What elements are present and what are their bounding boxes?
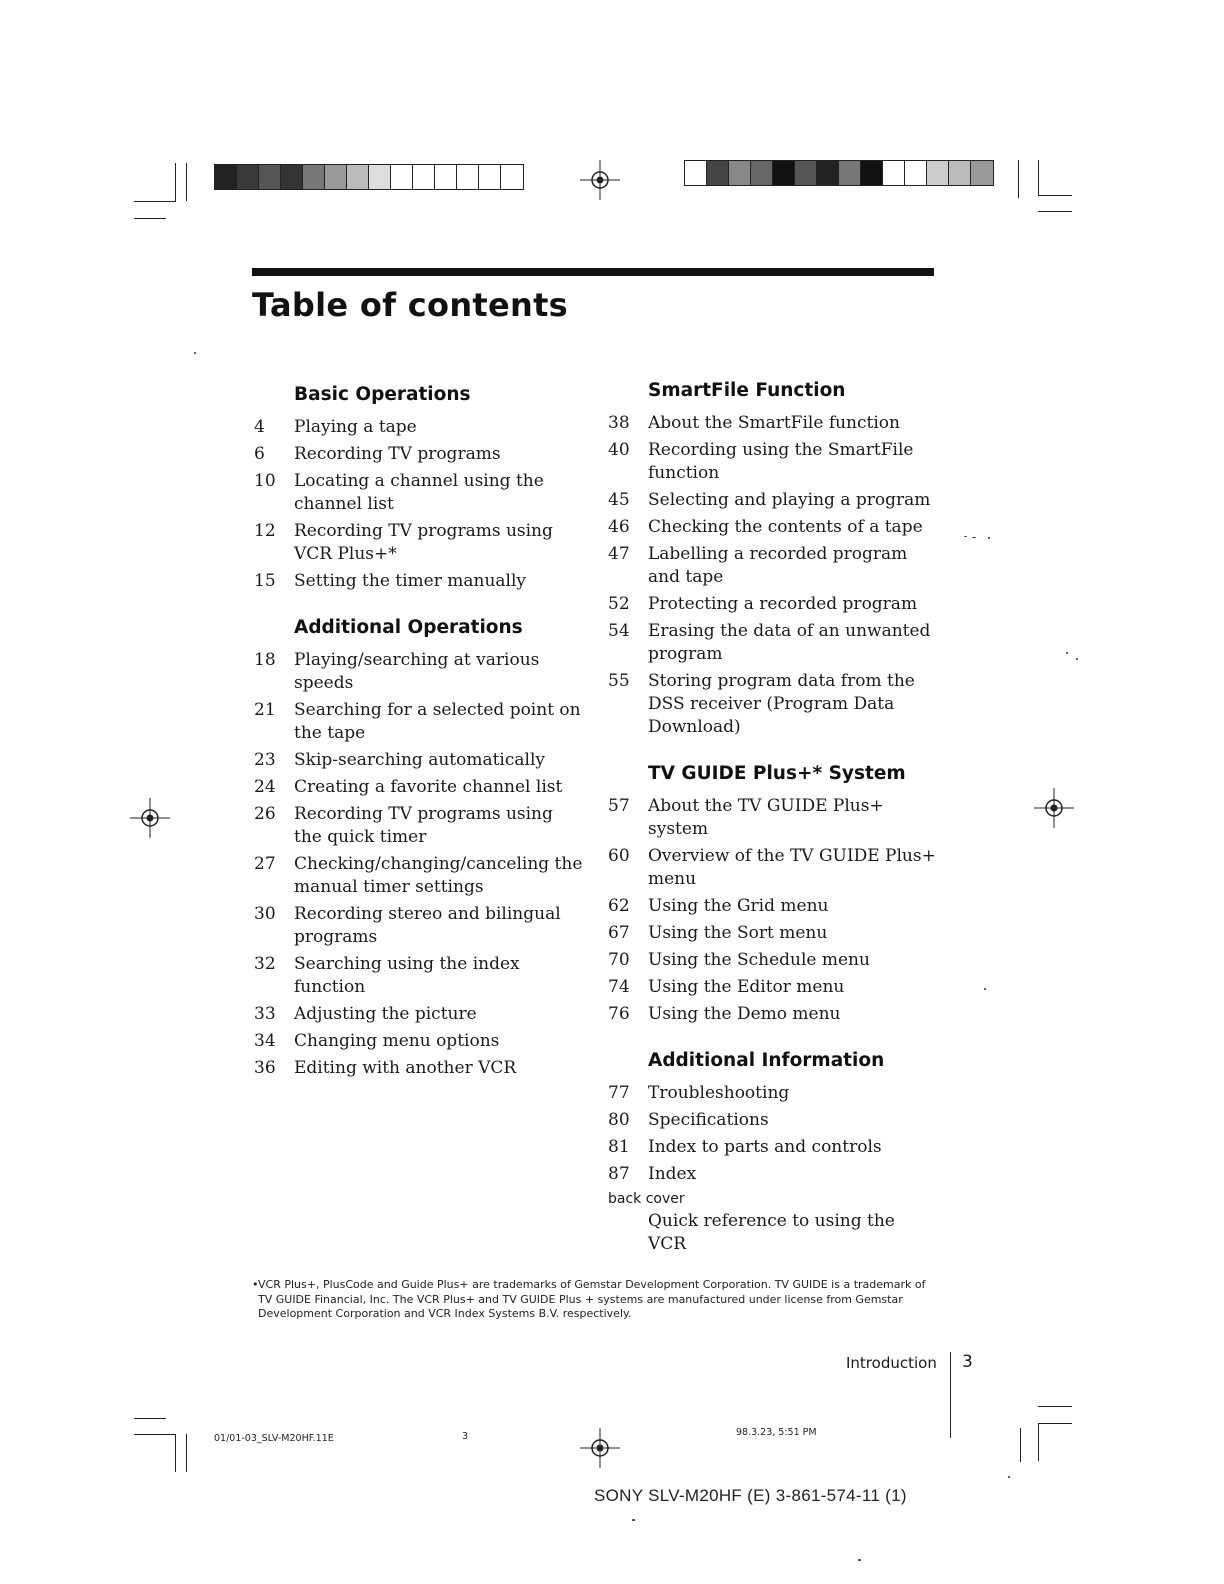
scan-speck bbox=[194, 352, 196, 354]
toc-page-number: 34 bbox=[254, 1031, 276, 1051]
toc-entry[interactable] bbox=[608, 1163, 938, 1186]
toc-page-number: 52 bbox=[608, 594, 630, 614]
scan-speck bbox=[984, 988, 986, 990]
toc-page-number: 47 bbox=[608, 544, 630, 564]
toc-entry[interactable] bbox=[254, 803, 584, 849]
color-bar-cell bbox=[457, 165, 479, 189]
toc-entry-text: Using the Sort menu bbox=[648, 923, 828, 943]
section-heading: Basic Operations bbox=[294, 384, 471, 405]
crop-mark-top-right-v2 bbox=[1038, 160, 1039, 196]
back-cover-label: back cover bbox=[608, 1191, 685, 1207]
color-bar-cell bbox=[303, 165, 325, 189]
toc-entry[interactable] bbox=[608, 922, 938, 945]
toc-page-number: 70 bbox=[608, 950, 630, 970]
toc-entry[interactable] bbox=[254, 1030, 584, 1053]
color-bar-cell bbox=[685, 161, 707, 185]
back-cover-entry[interactable]: Quick reference to using the VCR bbox=[648, 1211, 895, 1254]
color-bar-cell bbox=[839, 161, 861, 185]
color-bar-cell bbox=[369, 165, 391, 189]
toc-page-number: 80 bbox=[608, 1110, 630, 1130]
toc-page-number: 23 bbox=[254, 750, 276, 770]
toc-entry-text: Editing with another VCR bbox=[294, 1058, 517, 1078]
toc-entry[interactable] bbox=[608, 620, 938, 666]
color-bar-right bbox=[684, 160, 994, 186]
registration-target-top-icon bbox=[580, 160, 620, 200]
toc-entry-text: Creating a favorite channel list bbox=[294, 777, 563, 797]
toc-entry[interactable] bbox=[608, 949, 938, 972]
toc-entry[interactable] bbox=[608, 845, 938, 891]
toc-page-number: 74 bbox=[608, 977, 630, 997]
footnote-text: VCR Plus+, PlusCode and Guide Plus+ are trademarks of Gemstar Development Corporation. TV GUIDE is a trademark of TV GUIDE Financial, Inc. The VCR Plus+ and TV GUIDE Plus + systems are manufactured under license from Gemstar Development Corporation and VCR Index Systems B.V. respectively. bbox=[258, 1278, 926, 1320]
color-bar-cell bbox=[391, 165, 413, 189]
crop-mark-top-left-v1 bbox=[175, 163, 176, 201]
scan-speck bbox=[1076, 658, 1078, 660]
scan-speck bbox=[964, 536, 967, 537]
toc-entry-text: Checking/changing/canceling the manual timer settings bbox=[294, 854, 583, 897]
toc-page-number: 6 bbox=[254, 444, 265, 464]
color-bar-cell bbox=[435, 165, 457, 189]
toc-page-number: 54 bbox=[608, 621, 630, 641]
toc-entry-text: Setting the timer manually bbox=[294, 571, 527, 591]
color-bar-cell bbox=[347, 165, 369, 189]
toc-entry[interactable] bbox=[608, 795, 938, 841]
color-bar-cell bbox=[971, 161, 993, 185]
crop-mark-top-left-h2 bbox=[134, 218, 166, 219]
toc-entry[interactable] bbox=[608, 412, 938, 435]
color-bar-cell bbox=[729, 161, 751, 185]
toc-entry-text: Index to parts and controls bbox=[648, 1137, 882, 1157]
toc-entry-text: Specifications bbox=[648, 1110, 769, 1130]
crop-mark-top-right-v1 bbox=[1018, 160, 1019, 198]
toc-entry-text: Selecting and playing a program bbox=[648, 490, 931, 510]
toc-entry-text: Adjusting the picture bbox=[294, 1004, 477, 1024]
toc-page-number: 15 bbox=[254, 571, 276, 591]
toc-page-number: 30 bbox=[254, 904, 276, 924]
toc-section-additional-operations bbox=[254, 613, 584, 1080]
scan-speck bbox=[632, 1519, 635, 1521]
toc-page-number: 33 bbox=[254, 1004, 276, 1024]
scan-speck bbox=[1066, 652, 1068, 654]
color-bar-cell bbox=[325, 165, 347, 189]
toc-entry[interactable] bbox=[608, 895, 938, 918]
toc-entry[interactable] bbox=[254, 776, 584, 799]
toc-entry[interactable] bbox=[254, 853, 584, 899]
color-bar-cell bbox=[927, 161, 949, 185]
toc-section-smartfile bbox=[608, 376, 938, 739]
toc-page-number: 67 bbox=[608, 923, 630, 943]
toc-entry-text: Troubleshooting bbox=[648, 1083, 790, 1103]
toc-entry[interactable] bbox=[254, 953, 584, 999]
toc-entry[interactable] bbox=[254, 1057, 584, 1080]
crop-mark-top-left-v2 bbox=[186, 163, 187, 201]
page-number-divider bbox=[950, 1352, 951, 1438]
toc-entry-text: Skip-searching automatically bbox=[294, 750, 546, 770]
registration-target-bottom-icon bbox=[580, 1428, 620, 1468]
color-bar-cell bbox=[905, 161, 927, 185]
footnote-bullet: • bbox=[252, 1278, 259, 1291]
toc-entry-text: Recording TV programs bbox=[294, 444, 501, 464]
toc-page-number: 27 bbox=[254, 854, 276, 874]
scan-speck bbox=[858, 1559, 861, 1561]
toc-entry-text: Searching for a selected point on the tape bbox=[294, 700, 581, 743]
toc-page-number: 36 bbox=[254, 1058, 276, 1078]
color-bar-cell bbox=[773, 161, 795, 185]
toc-page-number: 60 bbox=[608, 846, 630, 866]
color-bar-cell bbox=[795, 161, 817, 185]
toc-entry[interactable] bbox=[254, 699, 584, 745]
toc-entry-text: Erasing the data of an unwanted program bbox=[648, 621, 931, 664]
crop-mark-top-right-h1 bbox=[1038, 195, 1072, 196]
toc-section-tv-guide bbox=[608, 759, 938, 1026]
toc-entry[interactable] bbox=[254, 470, 584, 516]
toc-entry-text: Locating a channel using the channel list bbox=[294, 471, 544, 514]
toc-page-number: 18 bbox=[254, 650, 276, 670]
toc-entry[interactable] bbox=[608, 670, 938, 739]
toc-entry-text: Using the Schedule menu bbox=[648, 950, 870, 970]
scan-speck bbox=[972, 537, 976, 538]
toc-entry[interactable] bbox=[254, 903, 584, 949]
toc-entry-text: Using the Demo menu bbox=[648, 1004, 841, 1024]
color-bar-cell bbox=[281, 165, 303, 189]
registration-target-right-icon bbox=[1034, 788, 1074, 828]
toc-page-number: 40 bbox=[608, 440, 630, 460]
toc-entry[interactable] bbox=[608, 1136, 938, 1159]
toc-entry[interactable] bbox=[254, 443, 584, 466]
toc-entry[interactable] bbox=[608, 1003, 938, 1026]
page-number: 3 bbox=[962, 1352, 973, 1372]
title-rule bbox=[252, 268, 934, 276]
toc-entry[interactable] bbox=[254, 1003, 584, 1026]
toc-right-column bbox=[608, 376, 938, 1270]
toc-entry[interactable] bbox=[608, 489, 938, 512]
toc-entry-text: Using the Grid menu bbox=[648, 896, 829, 916]
trademark-footnote bbox=[252, 1278, 928, 1322]
toc-section-additional-information bbox=[608, 1046, 938, 1256]
color-bar-cell bbox=[413, 165, 435, 189]
crop-mark-bottom-right-v2 bbox=[1020, 1428, 1021, 1462]
registration-target-left-icon bbox=[130, 798, 170, 838]
toc-entry-text: Searching using the index function bbox=[294, 954, 520, 997]
section-heading: SmartFile Function bbox=[648, 380, 846, 401]
toc-page-number: 45 bbox=[608, 490, 630, 510]
toc-entry-text: Storing program data from the DSS receiver (Program Data Download) bbox=[648, 671, 915, 737]
scan-speck bbox=[988, 537, 990, 539]
crop-mark-top-left-h1 bbox=[134, 201, 176, 202]
color-bar-cell bbox=[479, 165, 501, 189]
toc-page-number: 32 bbox=[254, 954, 276, 974]
toc-entry[interactable] bbox=[608, 543, 938, 589]
toc-left-column bbox=[254, 380, 584, 1094]
toc-section-basic-operations bbox=[254, 380, 584, 593]
toc-entry-text: Overview of the TV GUIDE Plus+ menu bbox=[648, 846, 936, 889]
toc-entry[interactable] bbox=[254, 416, 584, 439]
toc-entry-text: Labelling a recorded program and tape bbox=[648, 544, 908, 587]
toc-entry-text: Recording TV programs using the quick timer bbox=[294, 804, 553, 847]
crop-mark-bottom-left-v1 bbox=[175, 1434, 176, 1472]
section-heading: Additional Operations bbox=[294, 617, 523, 638]
color-bar-cell bbox=[501, 165, 523, 189]
color-bar-cell bbox=[861, 161, 883, 185]
toc-entry-text: About the SmartFile function bbox=[648, 413, 900, 433]
page-title: Table of contents bbox=[252, 286, 569, 324]
toc-entry[interactable] bbox=[254, 570, 584, 593]
model-line: SONY SLV-M20HF (E) 3-861-574-11 (1) bbox=[594, 1486, 907, 1505]
print-sheet-number: 3 bbox=[462, 1431, 469, 1442]
toc-entry-text: Index bbox=[648, 1164, 697, 1184]
section-heading: TV GUIDE Plus+* System bbox=[648, 763, 906, 784]
toc-entry-text: Recording stereo and bilingual programs bbox=[294, 904, 561, 947]
toc-entry[interactable] bbox=[254, 749, 584, 772]
crop-mark-bottom-left-v2 bbox=[186, 1434, 187, 1472]
scan-speck bbox=[1008, 1476, 1010, 1478]
toc-page-number: 46 bbox=[608, 517, 630, 537]
toc-page-number: 24 bbox=[254, 777, 276, 797]
toc-page-number: 12 bbox=[254, 521, 276, 541]
toc-entry-text: Playing/searching at various speeds bbox=[294, 650, 540, 693]
color-bar-cell bbox=[883, 161, 905, 185]
toc-entry-text: Recording TV programs using VCR Plus+* bbox=[294, 521, 553, 564]
crop-mark-bottom-right-h2 bbox=[1038, 1423, 1072, 1424]
toc-entry[interactable] bbox=[608, 1082, 938, 1105]
print-timestamp: 98.3.23, 5:51 PM bbox=[736, 1427, 817, 1438]
toc-page-number: 26 bbox=[254, 804, 276, 824]
toc-entry-text: Protecting a recorded program bbox=[648, 594, 918, 614]
color-bar-cell bbox=[259, 165, 281, 189]
toc-page-number: 10 bbox=[254, 471, 276, 491]
toc-page-number: 4 bbox=[254, 417, 265, 437]
toc-page-number: 77 bbox=[608, 1083, 630, 1103]
toc-entry-text: About the TV GUIDE Plus+ system bbox=[648, 796, 884, 839]
print-file-name: 01/01-03_SLV-M20HF.11E bbox=[214, 1433, 334, 1444]
toc-entry[interactable] bbox=[254, 520, 584, 566]
toc-entry-text: Playing a tape bbox=[294, 417, 417, 437]
toc-page-number: 21 bbox=[254, 700, 276, 720]
toc-page-number: 38 bbox=[608, 413, 630, 433]
toc-page-number: 87 bbox=[608, 1164, 630, 1184]
toc-entry[interactable] bbox=[608, 976, 938, 999]
toc-page-number: 62 bbox=[608, 896, 630, 916]
toc-entry-text: Changing menu options bbox=[294, 1031, 500, 1051]
section-heading: Additional Information bbox=[648, 1050, 885, 1071]
crop-mark-bottom-right-v1 bbox=[1038, 1423, 1039, 1461]
crop-mark-bottom-left-h1 bbox=[134, 1418, 166, 1419]
crop-mark-top-right-h2 bbox=[1038, 211, 1072, 212]
color-bar-cell bbox=[215, 165, 237, 189]
toc-page-number: 57 bbox=[608, 796, 630, 816]
color-bar-cell bbox=[707, 161, 729, 185]
color-bar-left bbox=[214, 164, 524, 190]
color-bar-cell bbox=[949, 161, 971, 185]
color-bar-cell bbox=[751, 161, 773, 185]
toc-page-number: 76 bbox=[608, 1004, 630, 1024]
color-bar-cell bbox=[817, 161, 839, 185]
toc-entry[interactable] bbox=[608, 593, 938, 616]
toc-page-number: 81 bbox=[608, 1137, 630, 1157]
toc-page-number: 55 bbox=[608, 671, 630, 691]
toc-entry[interactable] bbox=[608, 439, 938, 485]
toc-entry[interactable] bbox=[608, 516, 938, 539]
toc-entry-text: Checking the contents of a tape bbox=[648, 517, 923, 537]
toc-entry-text: Recording using the SmartFile function bbox=[648, 440, 914, 483]
toc-entry[interactable] bbox=[608, 1109, 938, 1132]
crop-mark-bottom-right-h1 bbox=[1038, 1406, 1072, 1407]
toc-entry-text: Using the Editor menu bbox=[648, 977, 845, 997]
crop-mark-bottom-left-h2 bbox=[134, 1434, 176, 1435]
toc-entry[interactable] bbox=[254, 649, 584, 695]
color-bar-cell bbox=[237, 165, 259, 189]
section-label: Introduction bbox=[846, 1354, 937, 1372]
